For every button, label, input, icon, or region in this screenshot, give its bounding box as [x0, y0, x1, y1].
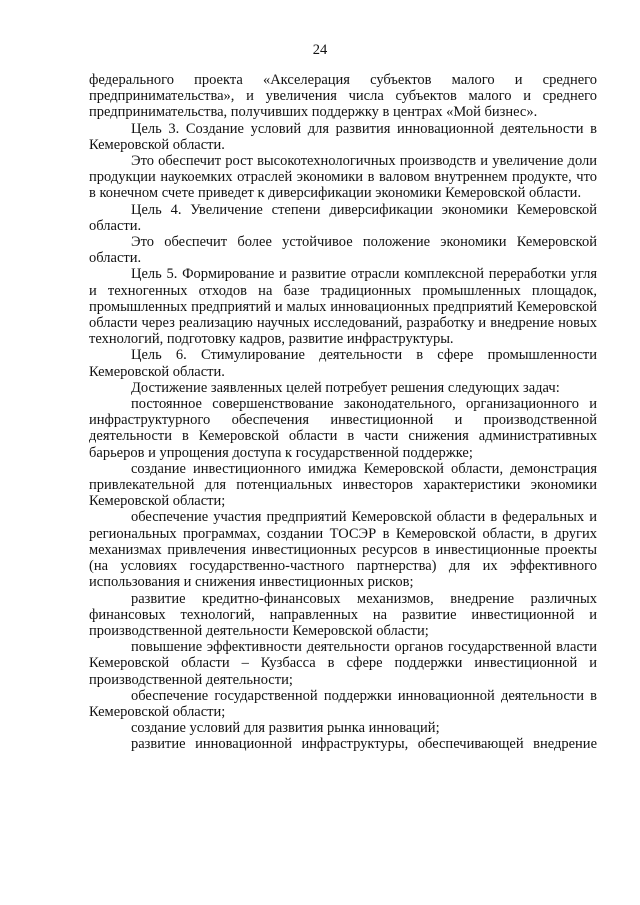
paragraph-task-programs: обеспечение участия предприятий Кемеровской области в федеральных и региональных программах, создании ТОСЭР в Кемеровской области, в других механизмах привлечения инвестиционных ресурсов в инвестиционные проекты (на условиях государственно-частного партнерства) для их эффективного использования и снижения инвестиционных рисков;: [89, 509, 597, 591]
paragraph-goal-5: Цель 5. Формирование и развитие отрасли комплексной переработки угля и техногенных отходов на базе традиционных промышленных площадок, промышленных предприятий и малых инновационных предприятий Кемеровской области через реализацию научных исследований, разработку и внедрение новых технологий, подготовку кадров, развитие инфраструктуры.: [89, 266, 597, 348]
paragraph-goal-6: Цель 6. Стимулирование деятельности в сфере промышленности Кемеровской области.: [89, 347, 597, 380]
paragraph-task-image: создание инвестиционного имиджа Кемеровской области, демонстрация привлекательной для потенциальных инвесторов характеристики экономики Кемеровской области;: [89, 460, 597, 510]
paragraph-task-efficiency: повышение эффективности деятельности органов государственной власти Кемеровской области – Кузбасса в сфере поддержки инвестиционной и производственной деятельности;: [89, 639, 597, 688]
paragraph-task-legislation: постоянное совершенствование законодательного, организационного и инфраструктурного обеспечения инвестиционной и производственной деятельности в Кемеровской области в части снижения административных барьеров и упрощения доступа к государственной поддержке;: [89, 396, 597, 461]
paragraph-task-finance: развитие кредитно-финансовых механизмов, внедрение различных финансовых технологий, направленных на развитие инвестиционной и производственной деятельности Кемеровской области;: [89, 590, 597, 639]
paragraph-goal-3-effect: Это обеспечит рост высокотехнологичных производств и увеличение доли продукции наукоемких отраслей экономики в валовом внутреннем продукте, что в конечном счете приведет к диверсификации экономики Кемеровской области.: [89, 153, 597, 202]
paragraph-goal-4: Цель 4. Увеличение степени диверсификации экономики Кемеровской области.: [89, 201, 597, 234]
page-number: 24: [312, 42, 328, 58]
paragraph-tasks-intro: Достижение заявленных целей потребует решения следующих задач:: [131, 379, 560, 396]
paragraph-task-infrastructure: развитие инновационной инфраструктуры, обеспечивающей внедрение: [131, 736, 597, 753]
paragraph-goal-3: Цель 3. Создание условий для развития инновационной деятельности в Кемеровской области.: [89, 120, 597, 153]
paragraph-task-support: обеспечение государственной поддержки инновационной деятельности в Кемеровской области;: [89, 687, 597, 720]
paragraph-goal-4-effect: Это обеспечит более устойчивое положение экономики Кемеровской области.: [89, 234, 597, 267]
document-body: [89, 72, 597, 753]
paragraph-continuation: федерального проекта «Акселерация субъектов малого и среднего предпринимательства», и увеличения числа субъектов малого и среднего предпринимательства, получивших поддержку в центрах «Мой бизнес».: [89, 72, 597, 121]
paragraph-task-market: создание условий для развития рынка инноваций;: [131, 720, 440, 737]
